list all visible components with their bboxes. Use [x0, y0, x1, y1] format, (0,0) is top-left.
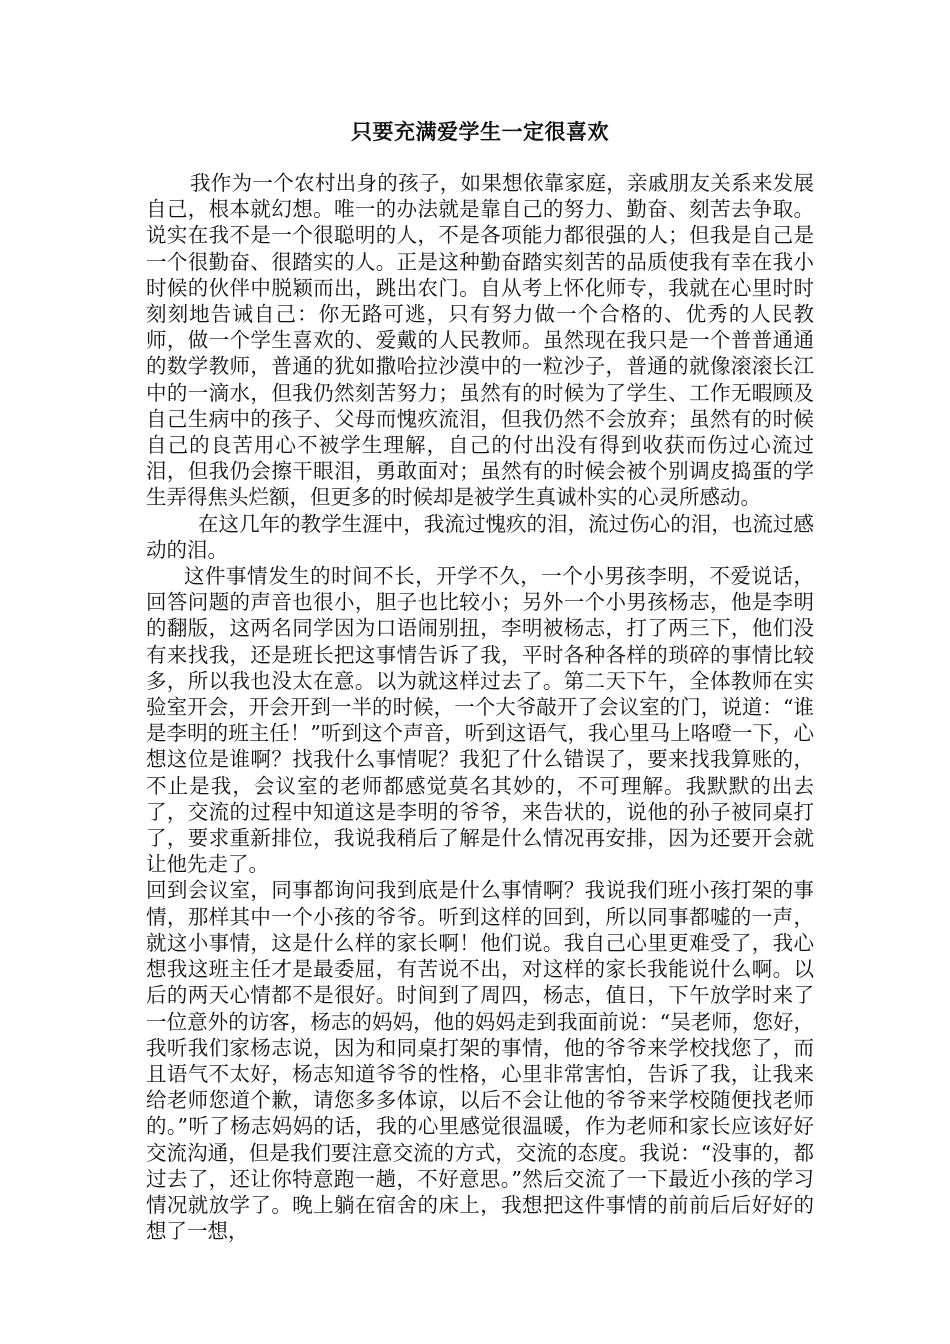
paragraph-3: 这件事情发生的时间不长，开学不久，一个小男孩李明，不爱说话，回答问题的声音也很小，胆子也比较小；另外一个小男孩杨志，他是李明的翻版，这两名同学因为口语闹别扭，李明被杨志，打了两三下，他们没有来找我，还是班长把这事情告诉了我，平时各种各样的琐碎的事情比较多，所以我也没太在意。以为就这样过去了。第二天下午，全体教师在实验室开会，开会开到一半的时候，一个大爷敲开了会议室的门，说道：“谁是李明的班主任！”听到这个声音，听到这语气，我心里马上咯噔一下，心想这位是谁啊？找我什么事情呢？我犯了什么错误了，要来找我算账的，不止是我，会议室的老师都感觉莫名其妙的，不可理解。我默默的出去了，交流的过程中知道这是李明的爷爷，来告状的，说他的孙子被同桌打了，要求重新排位，我说我稍后了解是什么情况再安排，因为还要开会就让他先走了。 — [146, 564, 814, 877]
paragraph-1: 我作为一个农村出身的孩子，如果想依靠家庭，亲戚朋友关系来发展自己，根本就幻想。唯一的办法就是靠自己的努力、勤奋、刻苦去争取。说实在我不是一个很聪明的人，不是各项能力都很强的人；但我是自己是一个很勤奋、很踏实的人。正是这种勤奋踏实刻苦的品质使我有幸在我小时候的伙伴中脱颖而出，跳出农门。自从考上怀化师专，我就在心里时时刻刻地告诫自己：你无路可逃，只有努力做一个合格的、优秀的人民教师，做一个学生喜欢的、爱戴的人民教师。虽然现在我只是一个普普通通的数学教师，普通的犹如撒哈拉沙漠中的一粒沙子，普通的就像滚滚长江中的一滴水，但我仍然刻苦努力；虽然有的时候为了学生、工作无暇顾及自己生病中的孩子、父母而愧疚流泪，但我仍然不会放弃；虽然有的时候自己的良苦用心不被学生理解，自己的付出没有得到收获而伤过心流过泪，但我仍会擦干眼泪，勇敢面对；虽然有的时候会被个别调皮捣蛋的学生弄得焦头烂额，但更多的时候却是被学生真诚朴实的心灵所感动。 — [146, 171, 814, 510]
document-title: 只要充满爱学生一定很喜欢 — [351, 120, 609, 144]
paragraph-2: 在这几年的教学生涯中，我流过愧疚的泪，流过伤心的泪，也流过感动的泪。 — [146, 511, 814, 562]
paragraph-4: 回到会议室，同事都询问我到底是什么事情啊？我说我们班小孩打架的事情，那样其中一个小孩的爷爷。听到这样的回到，所以同事都嘘的一声，就这小事情，这是什么样的家长啊！他们说。我自己心里更难受了，我心想我这班主任才是最委屈，有苦说不出，对这样的家长我能说什么啊。以后的两天心情都不是很好。时间到了周四，杨志，值日，下午放学时来了一位意外的访客，杨志的妈妈，他的妈妈走到我面前说：“吴老师，您好，我听我们家杨志说，因为和同桌打架的事情，他的爷爷来学校找您了，而且语气不太好，杨志知道爷爷的性格，心里非常害怕，告诉了我，让我来给老师您道个歉，请您多多体谅，以后不会让他的爷爷来学校随便找老师的。”听了杨志妈妈的话，我的心里感觉很温暖，作为老师和家长应该好好交流沟通，但是我们要注意交流的方式，交流的态度。我说：“没事的，都过去了，还让你特意跑一趟，不好意思。”然后交流了一下最近小孩的学习情况就放学了。晚上躺在宿舍的床上，我想把这件事情的前前后后好好的想了一想， — [146, 878, 814, 1244]
document-page — [146, 118, 814, 1244]
